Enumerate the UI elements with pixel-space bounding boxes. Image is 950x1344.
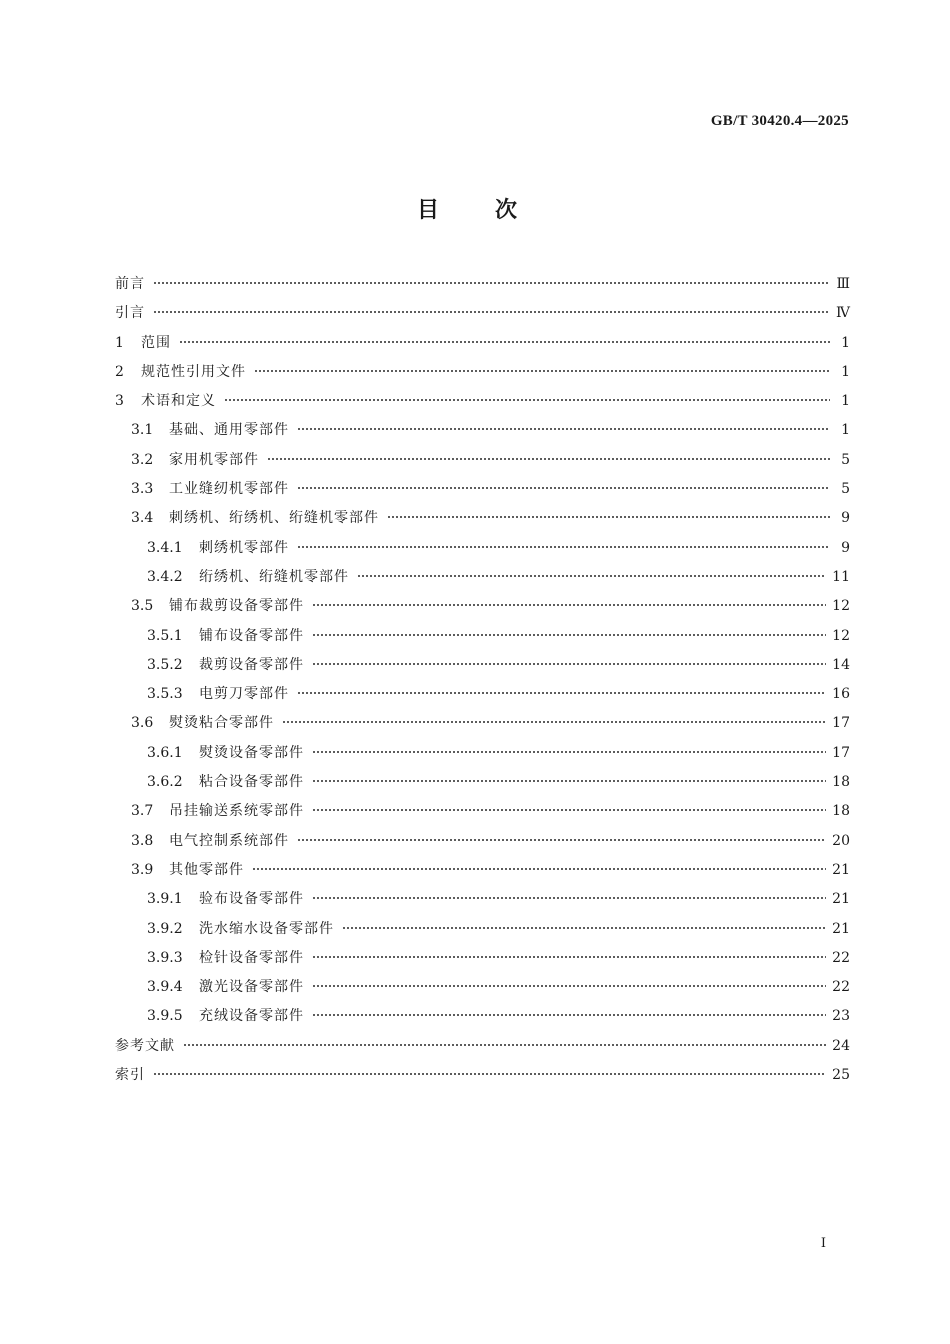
toc-dot-leader [312, 628, 826, 642]
toc-entry-page: 23 [832, 1008, 850, 1025]
toc-entry-label: 索引 [115, 1067, 145, 1084]
toc-entry-number: 3.6.2 [147, 774, 183, 791]
toc-entry[interactable] [115, 504, 850, 533]
toc-entry[interactable] [115, 768, 850, 797]
toc-entry-label: 铺布设备零部件 [199, 627, 304, 644]
toc-entry-label: 参考文献 [115, 1037, 175, 1054]
toc-entry[interactable] [115, 944, 850, 973]
toc-entry-label: 前言 [115, 276, 145, 292]
toc-dot-leader [179, 335, 830, 349]
toc-entry[interactable] [115, 739, 850, 768]
toc-entry-page: 22 [832, 949, 850, 966]
toc-entry-number: 3.6.1 [147, 744, 183, 761]
toc-entry[interactable] [115, 534, 850, 563]
toc-entry[interactable] [115, 827, 850, 856]
toc-entry-number: 1 [115, 334, 124, 351]
toc-entry-page: 1 [841, 422, 850, 439]
toc-entry-page: 18 [832, 774, 850, 791]
toc-dot-leader [224, 393, 830, 407]
toc-entry-label: 其他零部件 [169, 861, 244, 878]
toc-dot-leader [153, 305, 830, 319]
toc-entry-label: 验布设备零部件 [199, 891, 304, 908]
toc-entry[interactable] [115, 1032, 850, 1061]
page-number: Ⅰ [820, 1236, 826, 1251]
toc-entry[interactable] [115, 563, 850, 592]
toc-entry[interactable] [115, 270, 850, 299]
toc-dot-leader [312, 891, 826, 905]
toc-entry-page: 18 [832, 803, 850, 820]
toc-entry-page: 9 [841, 510, 850, 527]
toc-entry-page: 24 [832, 1037, 850, 1054]
toc-entry-page: 21 [832, 920, 850, 937]
toc-entry-label: 电气控制系统部件 [169, 832, 289, 849]
toc-entry-label: 吊挂输送系统零部件 [169, 803, 304, 820]
toc-entry-number: 3.6 [131, 715, 154, 732]
toc-entry[interactable] [115, 592, 850, 621]
toc-entry-label: 家用机零部件 [169, 451, 259, 468]
toc-dot-leader [312, 803, 826, 817]
toc-entry-number: 3.9.5 [147, 1008, 183, 1025]
toc-entry-label: 刺绣机、绗绣机、绗缝机零部件 [169, 510, 379, 527]
toc-entry-number: 3.3 [131, 481, 154, 498]
toc-entry-number: 3.5.1 [147, 627, 183, 644]
toc-entry-label: 规范性引用文件 [141, 363, 246, 380]
toc-dot-leader [153, 276, 830, 290]
toc-entry[interactable] [115, 299, 850, 328]
toc-entry-number: 3.9.3 [147, 949, 183, 966]
toc-entry-page: 21 [832, 891, 850, 908]
toc-dot-leader [312, 598, 826, 612]
toc-entry[interactable] [115, 1061, 850, 1090]
toc-entry-page: 17 [832, 744, 850, 761]
toc-entry-page: 14 [832, 656, 850, 673]
toc-entry-number: 3 [115, 393, 124, 410]
toc-dot-leader [312, 657, 826, 671]
toc-entry-page: 17 [832, 715, 850, 732]
toc-entry-page: Ⅳ [836, 305, 850, 322]
toc-entry-number: 3.4.2 [147, 568, 183, 585]
toc-entry-number: 3.2 [131, 451, 154, 468]
toc-entry-page: 1 [841, 334, 850, 351]
toc-entry[interactable] [115, 1002, 850, 1031]
toc-entry-label: 粘合设备零部件 [199, 774, 304, 791]
toc-entry-page: 22 [832, 979, 850, 996]
toc-entry[interactable] [115, 885, 850, 914]
toc-entry-label: 刺绣机零部件 [199, 539, 289, 556]
toc-entry-label: 检针设备零部件 [199, 949, 304, 966]
toc-entry-label: 绗绣机、绗缝机零部件 [199, 568, 349, 585]
toc-entry-label: 铺布裁剪设备零部件 [169, 598, 304, 615]
toc-entry-number: 3.1 [131, 422, 154, 439]
toc-dot-leader [297, 422, 830, 436]
toc-dot-leader [357, 569, 826, 583]
toc-entry[interactable] [115, 915, 850, 944]
toc-dot-leader [312, 774, 826, 788]
toc-entry-page: 20 [832, 832, 850, 849]
toc-entry-page: 5 [841, 481, 850, 498]
toc-dot-leader [312, 745, 826, 759]
toc-entry-page: 1 [841, 363, 850, 380]
toc-dot-leader [297, 540, 830, 554]
toc-entry-label: 熨烫粘合零部件 [169, 715, 274, 732]
toc-entry-label: 工业缝纫机零部件 [169, 481, 289, 498]
toc-entry[interactable] [115, 416, 850, 445]
table-of-contents [115, 270, 850, 1090]
toc-entry-number: 3.9.4 [147, 979, 183, 996]
toc-entry-label: 洗水缩水设备零部件 [199, 920, 334, 937]
toc-entry-label: 引言 [115, 305, 145, 322]
toc-entry[interactable] [115, 797, 850, 826]
toc-dot-leader [282, 715, 826, 729]
toc-entry-page: 1 [841, 393, 850, 410]
toc-dot-leader [297, 686, 826, 700]
toc-dot-leader [312, 1008, 826, 1022]
toc-dot-leader [342, 921, 826, 935]
toc-entry-label: 电剪刀零部件 [199, 686, 289, 703]
toc-entry[interactable] [115, 329, 850, 358]
toc-entry[interactable] [115, 709, 850, 738]
toc-entry[interactable] [115, 680, 850, 709]
toc-dot-leader [183, 1038, 826, 1052]
toc-entry-number: 3.9 [131, 861, 154, 878]
toc-entry[interactable] [115, 358, 850, 387]
page-title: 目次 [416, 198, 573, 223]
toc-entry[interactable] [115, 622, 850, 651]
toc-entry[interactable] [115, 387, 850, 416]
toc-entry-label: 充绒设备零部件 [199, 1008, 304, 1025]
toc-entry-number: 3.4.1 [147, 539, 183, 556]
toc-entry-page: 21 [832, 861, 850, 878]
toc-dot-leader [254, 364, 830, 378]
toc-entry[interactable] [115, 475, 850, 504]
toc-entry-number: 3.5.2 [147, 656, 183, 673]
toc-entry[interactable] [115, 651, 850, 680]
toc-entry-label: 熨烫设备零部件 [199, 744, 304, 761]
toc-dot-leader [312, 950, 826, 964]
toc-entry-number: 3.9.2 [147, 920, 183, 937]
toc-dot-leader [267, 452, 830, 466]
toc-entry-number: 3.7 [131, 803, 154, 820]
toc-entry-label: 术语和定义 [141, 393, 216, 410]
toc-dot-leader [312, 979, 826, 993]
toc-entry-page: 9 [841, 539, 850, 556]
toc-entry-label: 激光设备零部件 [199, 979, 304, 996]
toc-entry-number: 3.9.1 [147, 891, 183, 908]
toc-entry-number: 3.5 [131, 598, 154, 615]
toc-entry-page: 5 [841, 451, 850, 468]
toc-entry[interactable] [115, 973, 850, 1002]
toc-dot-leader [387, 510, 830, 524]
toc-entry-page: 12 [832, 627, 850, 644]
toc-entry-number: 2 [115, 363, 124, 380]
toc-entry-page: Ⅲ [836, 276, 850, 292]
toc-entry-number: 3.5.3 [147, 686, 183, 703]
toc-entry-number: 3.8 [131, 832, 154, 849]
toc-entry-label: 范围 [141, 334, 171, 351]
document-code: GB/T 30420.4—2025 [710, 113, 849, 129]
toc-entry-page: 16 [832, 686, 850, 703]
toc-entry-page: 12 [832, 598, 850, 615]
toc-dot-leader [297, 481, 830, 495]
toc-entry[interactable] [115, 446, 850, 475]
toc-entry[interactable] [115, 856, 850, 885]
toc-entry-label: 裁剪设备零部件 [199, 656, 304, 673]
toc-entry-page: 25 [832, 1067, 850, 1084]
toc-entry-number: 3.4 [131, 510, 154, 527]
toc-entry-label: 基础、通用零部件 [169, 422, 289, 439]
toc-dot-leader [153, 1067, 826, 1081]
toc-dot-leader [297, 833, 826, 847]
toc-dot-leader [252, 862, 826, 876]
toc-entry-page: 11 [832, 568, 850, 585]
